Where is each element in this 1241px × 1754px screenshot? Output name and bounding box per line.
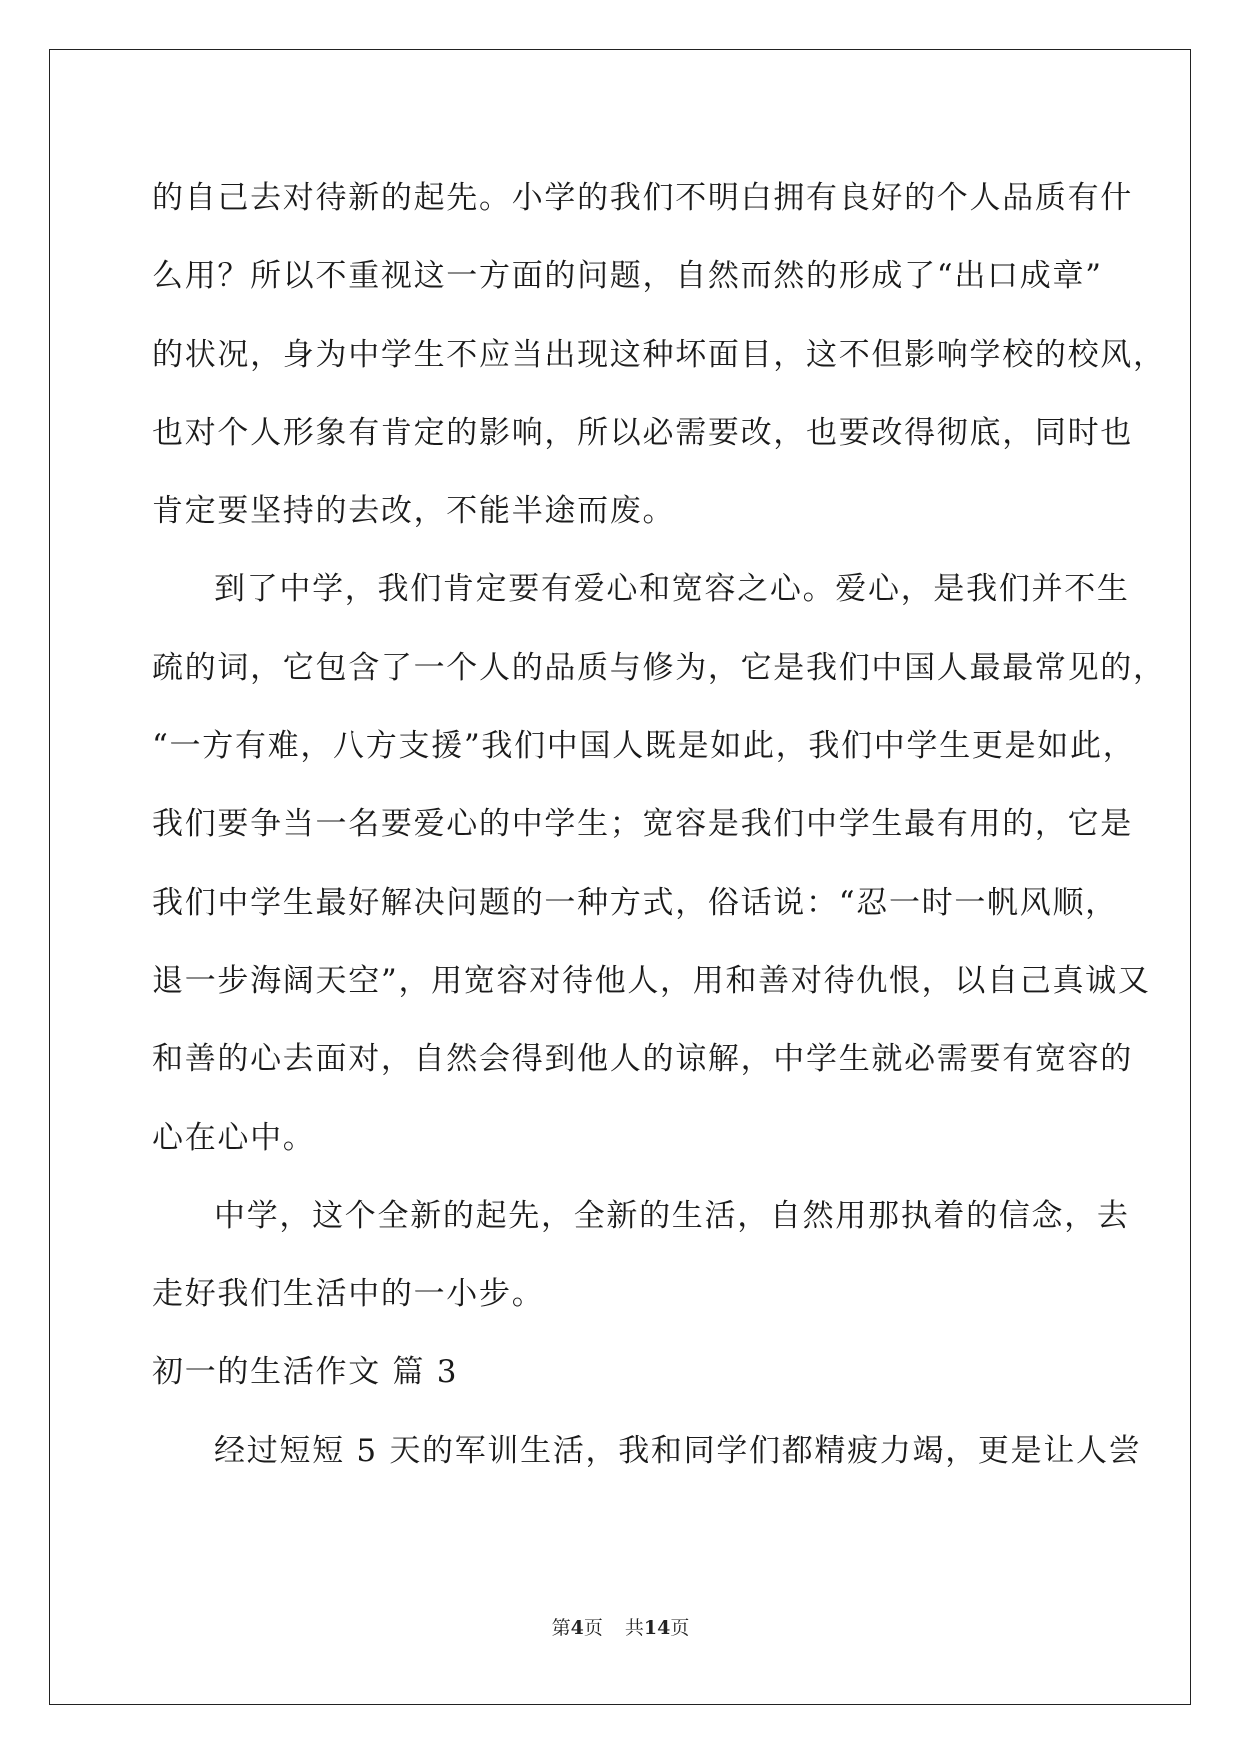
text-line: 心在心中。 <box>152 1119 316 1156</box>
text-line: 肯定要坚持的去改，不能半途而废。 <box>152 493 676 530</box>
text-line: 也对个人形象有肯定的影响，所以必需要改，也要改得彻底，同时也 <box>152 414 1133 451</box>
text-line: 中学，这个全新的起先，全新的生活，自然用那执着的信念，去 <box>214 1197 1130 1234</box>
footer-page-number: 4 <box>570 1617 584 1639</box>
text-line: “一方有难，八方支援”我们中国人既是如此，我们中学生更是如此， <box>152 728 1136 765</box>
footer-page-suffix: 页 <box>583 1617 603 1639</box>
text-line: 的自己去对待新的起先。小学的我们不明白拥有良好的个人品质有什 <box>152 180 1133 216</box>
text-line: 么用？所以不重视这一方面的问题，自然而然的形成了“出口成章” <box>152 258 1103 295</box>
text-line: 疏的词，它包含了一个人的品质与修为，它是我们中国人最最常见的， <box>152 649 1166 686</box>
text-line: 退一步海阔天空”，用宽容对待他人，用和善对待仇恨，以自己真诚又 <box>152 962 1151 999</box>
text-line: 走好我们生活中的一小步。 <box>152 1276 545 1313</box>
document-body <box>152 159 1166 1490</box>
text-line: 经过短短 5 天的军训生活，我和同学们都精疲力竭，更是让人尝 <box>214 1432 1142 1469</box>
footer-total-suffix: 页 <box>670 1617 690 1639</box>
text-line: 到了中学，我们肯定要有爱心和宽容之心。爱心，是我们并不生 <box>214 571 1130 608</box>
footer-total-pages: 14 <box>643 1617 671 1639</box>
footer-prefix: 第 <box>551 1617 571 1639</box>
text-line: 初一的生活作文 篇 3 <box>152 1354 459 1391</box>
page-footer <box>0 1613 1241 1640</box>
text-line: 我们中学生最好解决问题的一种方式，俗话说：“忍一时一帆风顺， <box>152 884 1118 921</box>
text-line: 的状况，身为中学生不应当出现这种坏面目，这不但影响学校的校风， <box>152 336 1166 373</box>
footer-total-prefix: 共 <box>624 1617 644 1639</box>
text-line: 我们要争当一名要爱心的中学生；宽容是我们中学生最有用的，它是 <box>152 806 1133 843</box>
text-line: 和善的心去面对，自然会得到他人的谅解，中学生就必需要有宽容的 <box>152 1041 1133 1078</box>
